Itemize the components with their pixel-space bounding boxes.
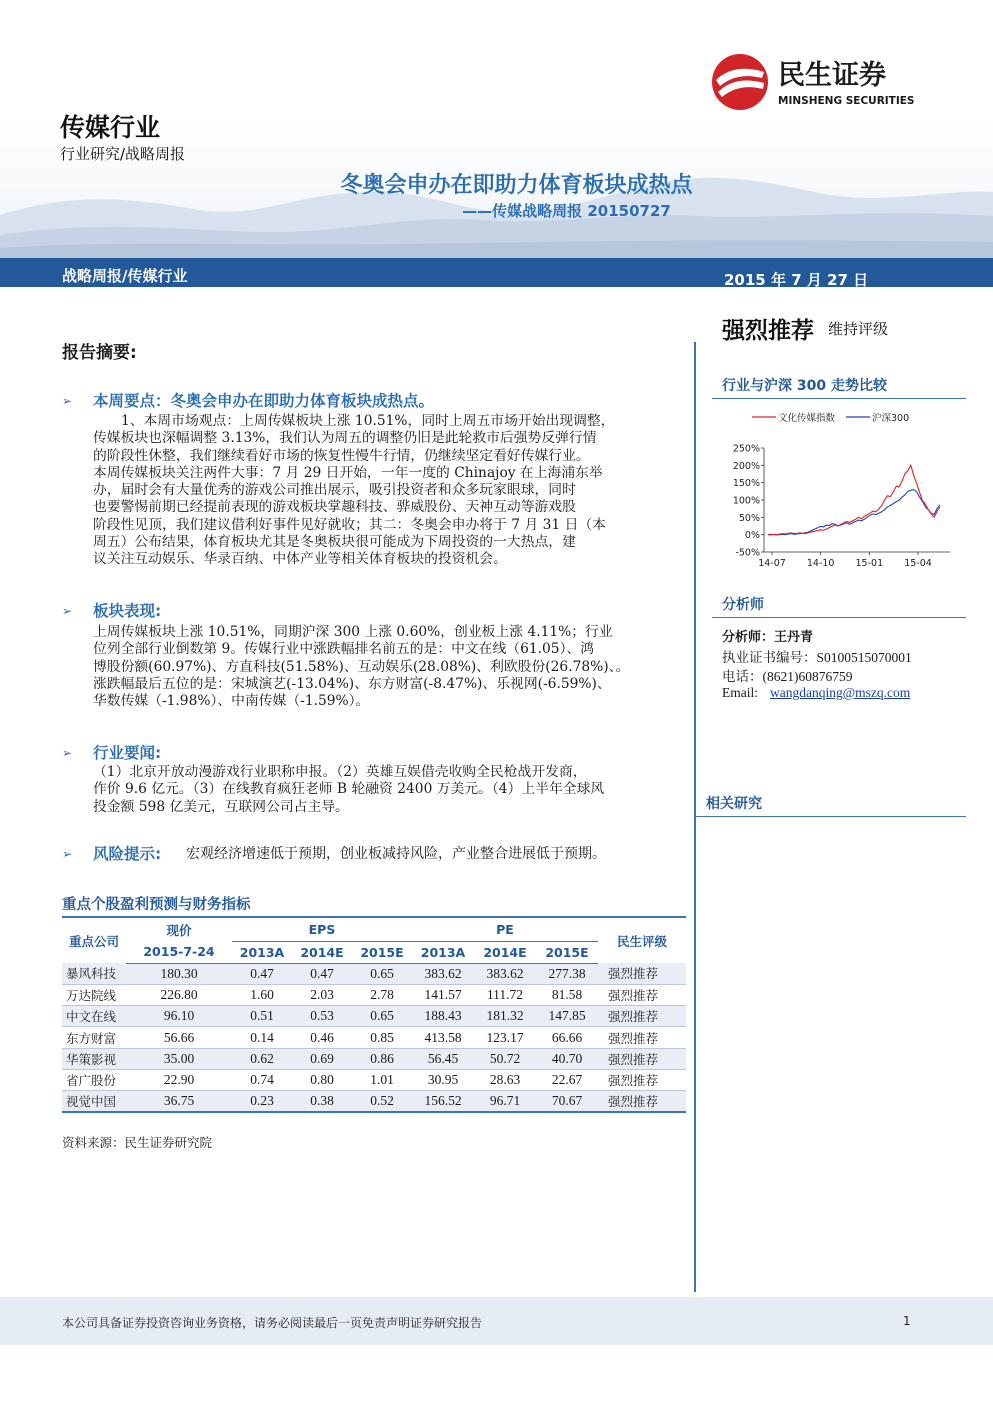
cell-value: 0.53 <box>292 1006 352 1027</box>
cell-value: 0.69 <box>292 1048 352 1069</box>
bullet-arrow-icon: ➢ <box>62 847 73 861</box>
forecast-table <box>62 919 686 1113</box>
table-row <box>62 1069 686 1090</box>
cell-value: 0.85 <box>352 1027 412 1048</box>
related-research-heading: 相关研究 <box>696 793 966 817</box>
y-tick-label: 0% <box>744 530 760 542</box>
th-pe-2013: 2013A <box>412 941 474 963</box>
cell-value: 0.86 <box>352 1048 412 1069</box>
para-line: （1）北京开放动漫游戏行业职称申报。（2）英雄互娱借壳收购全民枪战开发商， <box>93 764 587 780</box>
cell-value: 2.03 <box>292 984 352 1005</box>
cell-value: 50.72 <box>474 1048 536 1069</box>
industry-name: 传媒行业 <box>60 113 161 142</box>
rating-sub: 维持评级 <box>828 320 889 338</box>
cell-company: 东方财富 <box>62 1027 126 1048</box>
cell-value: 0.38 <box>292 1091 352 1112</box>
cell-value: 22.90 <box>126 1069 232 1090</box>
cell-value: 0.74 <box>232 1069 292 1090</box>
section-title-sector: 板块表现: <box>93 602 162 620</box>
cell-value: 40.70 <box>536 1048 598 1069</box>
para-line: 作价 9.6 亿元。（3）在线教育疯狂老师 B 轮融资 2400 万美元。（4）上半年全球风 <box>93 781 605 798</box>
chart-heading: 行业与沪深 300 走势比较 <box>712 375 966 399</box>
cell-value: 413.58 <box>412 1027 474 1048</box>
cell-value: 0.23 <box>232 1091 292 1112</box>
cell-value: 35.00 <box>126 1048 232 1069</box>
table-row <box>62 1048 686 1069</box>
band-label: 战略周报/传媒行业 <box>62 267 188 285</box>
y-tick-label: 200% <box>732 460 760 472</box>
th-eps: EPS <box>232 919 412 941</box>
cell-value: 0.14 <box>232 1027 292 1048</box>
cell-value: 0.52 <box>352 1091 412 1112</box>
cell-value: 0.46 <box>292 1027 352 1048</box>
cell-value: 383.62 <box>474 963 536 984</box>
legend-label: 文化传媒指数 <box>778 413 836 424</box>
cell-value: 2.78 <box>352 984 412 1005</box>
th-rating: 民生评级 <box>616 934 667 949</box>
para-line: 华数传媒（-1.98%）、中南传媒（-1.59%）。 <box>93 693 370 710</box>
chart-y-axis <box>733 444 764 559</box>
cell-company: 暴风科技 <box>62 963 126 984</box>
logo-text-cn: 民生证券 <box>778 60 886 91</box>
para-line: 周五）公布结果，体育板块尤其是冬奥板块很可能成为下周投资的一大热点，建 <box>93 534 576 551</box>
section-body-news <box>93 764 686 816</box>
para-line: 传媒板块也深幅调整 3.13%，我们认为周五的调整仍旧是此轮救市后强势反弹行情 <box>93 430 597 447</box>
chart-x-axis <box>758 552 950 569</box>
series-line <box>768 490 940 535</box>
analyst-name: 分析师：王丹青 <box>722 630 814 645</box>
para-line: 阶段性见顶，我们建议借利好事件见好就收；其二：冬奥会申办将于 7 月 31 日（本 <box>93 516 606 533</box>
cell-value: 156.52 <box>412 1091 474 1112</box>
cell-value: 0.80 <box>292 1069 352 1090</box>
bullet-arrow-icon: ➢ <box>62 746 73 760</box>
chart-plot <box>768 465 940 535</box>
th-company: 重点公司 <box>68 934 119 949</box>
analyst-email-label: Email: <box>722 685 758 700</box>
cell-value: 56.66 <box>126 1027 232 1048</box>
th-pe-2015: 2015E <box>536 941 598 963</box>
column-divider <box>694 342 696 1292</box>
para-line: 议关注互动娱乐、华录百纳、中体产业等相关体育板块的投资机会。 <box>93 551 507 568</box>
cell-company: 视觉中国 <box>62 1091 126 1112</box>
cell-company: 省广股份 <box>62 1069 126 1090</box>
th-eps-2014: 2014E <box>292 941 352 963</box>
section-body-sector <box>93 624 686 710</box>
logo-text-en: MINSHENG SECURITIES <box>778 95 915 107</box>
y-tick-label: 50% <box>738 512 760 524</box>
table-title: 重点个股盈利预测与财务指标 <box>62 897 251 913</box>
cell-value: 56.45 <box>412 1048 474 1069</box>
minsheng-logo <box>706 50 946 114</box>
table-row <box>62 963 686 984</box>
cell-rating: 强烈推荐 <box>598 1006 686 1027</box>
cell-value: 22.67 <box>536 1069 598 1090</box>
para-line: 也要警惕前期已经提前表现的游戏板块掌趣科技、骅威股份、天神互动等游戏股 <box>93 499 576 516</box>
y-tick-label: 100% <box>732 495 760 507</box>
cell-value: 0.62 <box>232 1048 292 1069</box>
para-line: 本周传媒板块关注两件大事：7 月 29 日开始，一年一度的 Chinajoy 在上海浦东举 <box>93 464 603 481</box>
para-line: 上周传媒板块上涨 10.51%，同期沪深 300 上涨 0.60%，创业板上涨 4.11%；行业 <box>93 624 613 640</box>
cell-company: 中文在线 <box>62 1006 126 1027</box>
x-tick-label: 14-10 <box>806 558 835 569</box>
section-title-risk: 风险提示: <box>93 845 162 863</box>
summary-heading: 报告摘要: <box>62 343 137 363</box>
cell-value: 66.66 <box>536 1027 598 1048</box>
para-line: 的阶段性休整，我们继续看好市场的恢复性慢牛行情，仍继续坚定看好传媒行业。 <box>93 447 590 464</box>
th-price: 现价 <box>166 923 192 938</box>
bullet-arrow-icon: ➢ <box>62 394 73 408</box>
table-row <box>62 1091 686 1112</box>
x-tick-label: 15-01 <box>855 558 884 569</box>
cell-value: 96.10 <box>126 1006 232 1027</box>
cell-rating: 强烈推荐 <box>598 984 686 1005</box>
cell-rating: 强烈推荐 <box>598 1091 686 1112</box>
para-line: 位列全部行业倒数第 9。传媒行业中涨跌幅排名前五的是：中文在线（61.05）、鸿 <box>93 641 595 658</box>
cell-value: 180.30 <box>126 963 232 984</box>
cell-value: 0.51 <box>232 1006 292 1027</box>
cell-value: 181.32 <box>474 1006 536 1027</box>
legend-label: 沪深300 <box>872 413 910 424</box>
analyst-cert: 执业证书编号：S0100515070001 <box>722 650 912 665</box>
trend-chart <box>712 402 970 580</box>
table-row <box>62 1027 686 1048</box>
series-line <box>768 465 940 535</box>
report-title: 冬奥会申办在即助力体育板块成热点 <box>340 173 693 198</box>
cell-value: 0.47 <box>292 963 352 984</box>
cell-value: 277.38 <box>536 963 598 984</box>
footer-disclaimer: 本公司具备证券投资咨询业务资格，请务必阅读最后一页免责声明证券研究报告 <box>62 1316 483 1330</box>
analyst-email-link[interactable]: wangdanqing@mszq.com <box>770 685 911 700</box>
table-row <box>62 1006 686 1027</box>
cell-value: 0.65 <box>352 963 412 984</box>
cell-value: 147.85 <box>536 1006 598 1027</box>
cell-value: 28.63 <box>474 1069 536 1090</box>
cell-value: 36.75 <box>126 1091 232 1112</box>
cell-company: 万达院线 <box>62 984 126 1005</box>
th-eps-2013: 2013A <box>232 941 292 963</box>
cell-value: 1.60 <box>232 984 292 1005</box>
bullet-arrow-icon: ➢ <box>62 604 73 618</box>
y-tick-label: 250% <box>732 443 760 455</box>
cell-value: 70.67 <box>536 1091 598 1112</box>
report-date: 2015 年 7 月 27 日 <box>724 271 869 289</box>
analyst-heading: 分析师 <box>712 594 966 618</box>
para-line: 1、本周市场观点：上周传媒板块上涨 10.51%，同时上周五市场开始出现调整， <box>121 413 615 429</box>
cell-rating: 强烈推荐 <box>598 963 686 984</box>
section-body-key-points <box>93 413 686 569</box>
table-body <box>62 963 686 1112</box>
cell-value: 96.71 <box>474 1091 536 1112</box>
cell-value: 188.43 <box>412 1006 474 1027</box>
cell-value: 81.58 <box>536 984 598 1005</box>
cell-value: 111.72 <box>474 984 536 1005</box>
y-tick-label: 150% <box>732 478 760 490</box>
th-eps-2015: 2015E <box>352 941 412 963</box>
table-top-rule <box>62 916 686 918</box>
rating-main: 强烈推荐 <box>722 318 814 344</box>
x-tick-label: 14-07 <box>758 558 786 569</box>
cell-rating: 强烈推荐 <box>598 1027 686 1048</box>
th-pe: PE <box>412 919 598 941</box>
cell-value: 0.47 <box>232 963 292 984</box>
page-number: 1 <box>903 1314 911 1328</box>
cell-company: 华策影视 <box>62 1048 126 1069</box>
cell-value: 123.17 <box>474 1027 536 1048</box>
table-source: 资料来源：民生证券研究院 <box>62 1135 213 1150</box>
table-row <box>62 984 686 1005</box>
analyst-phone: 电话：(8621)60876759 <box>722 669 853 684</box>
para-line: 办，届时会有大量优秀的游戏公司推出展示，吸引投资者和众多玩家眼球，同时 <box>93 482 576 499</box>
section-title-key-points: 本周要点：冬奥会申办在即助力体育板块成热点。 <box>93 392 435 410</box>
para-line: 博股份额(60.97%)、方直科技(51.58%)、互动娱乐(28.08%)、利欧股份(26.78%)、。 <box>93 658 630 675</box>
cell-rating: 强烈推荐 <box>598 1048 686 1069</box>
cell-value: 141.57 <box>412 984 474 1005</box>
section-body-risk: 宏观经济增速低于预期，创业板减持风险，产业整合进展低于预期。 <box>186 846 606 862</box>
x-tick-label: 15-04 <box>904 558 932 569</box>
cell-value: 30.95 <box>412 1069 474 1090</box>
para-line: 涨跌幅最后五位的是：宋城演艺(-13.04%)、东方财富(-8.47%)、乐视网(-6.59%)、 <box>93 675 611 692</box>
y-tick-label: -50% <box>735 547 760 559</box>
th-price-date: 2015-7-24 <box>126 941 232 963</box>
cell-value: 226.80 <box>126 984 232 1005</box>
th-pe-2014: 2014E <box>474 941 536 963</box>
report-subtitle: ——传媒战略周报 20150727 <box>462 202 671 220</box>
chart-legend <box>752 412 909 424</box>
section-title-news: 行业要闻: <box>93 744 162 762</box>
para-line: 投金额 598 亿美元，互联网公司占主导。 <box>93 798 349 815</box>
report-type: 行业研究/战略周报 <box>60 145 186 163</box>
cell-value: 0.65 <box>352 1006 412 1027</box>
cell-rating: 强烈推荐 <box>598 1069 686 1090</box>
cell-value: 383.62 <box>412 963 474 984</box>
cell-value: 1.01 <box>352 1069 412 1090</box>
